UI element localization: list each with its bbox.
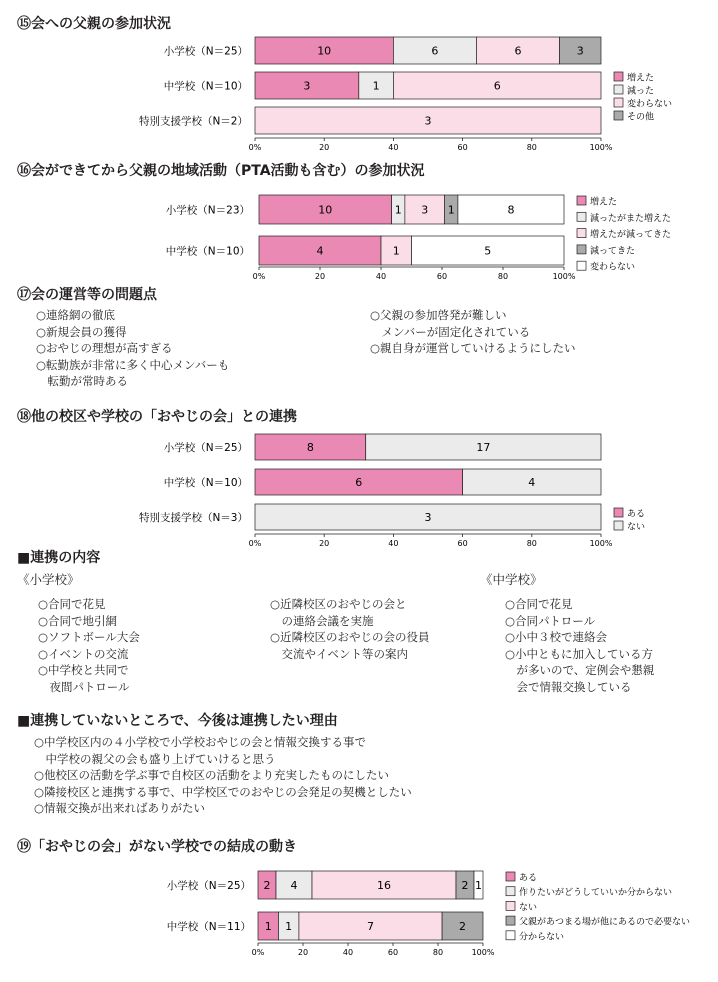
tick-label: 100%: [589, 143, 613, 152]
list-item: の連絡会議を実施: [270, 613, 374, 628]
legend-swatch: [614, 98, 623, 107]
list-item: 中学校の親父の会も盛り上げていけると思う: [34, 751, 276, 766]
list-item: ○中学校区内の４小学校で小学校おやじの会と情報交換する事で: [34, 735, 367, 749]
legend-swatch: [577, 261, 586, 270]
data-label: 1: [447, 203, 455, 217]
legend-swatch: [614, 521, 623, 530]
category-label: 小学校（N＝25）: [166, 880, 251, 892]
renkei-elementary-list-2: [270, 596, 430, 662]
data-label: 4: [290, 879, 298, 892]
data-label: 6: [493, 79, 501, 93]
list-item: ○連絡網の徹底: [36, 308, 116, 322]
renkei-elementary-heading: 《小学校》: [17, 572, 80, 587]
tick-label: 80: [526, 143, 537, 152]
list-item: ○情報交換が出来ればありがたい: [34, 801, 206, 815]
legend-label: その他: [627, 112, 655, 123]
data-label: 2: [263, 879, 271, 892]
category-label: 中学校（N＝10）: [165, 245, 250, 258]
legend-label: 減った: [627, 86, 655, 97]
tick-label: 60: [436, 272, 448, 281]
list-item: ○他校区の活動を学ぶ事で自校区の活動をより充実したものにしたい: [34, 768, 390, 782]
category-label: 特別支援学校（N＝3）: [138, 512, 248, 524]
legend-swatch: [577, 196, 586, 205]
legend-label: ある: [519, 873, 538, 884]
list-item: 交流やイベント等の案内: [270, 646, 408, 661]
legend-label: 変わらない: [590, 262, 636, 273]
legend-label: 分からない: [519, 932, 565, 943]
list-item: ○親自身が運営していけるようにしたい: [370, 341, 576, 355]
tick-label: 0%: [248, 539, 262, 548]
legend-label: ある: [627, 509, 646, 520]
data-label: 1: [392, 244, 400, 258]
legend-label: 作りたいがどうしていいか分からない: [519, 888, 673, 899]
tick-label: 20: [319, 143, 330, 152]
tick-label: 0%: [248, 143, 262, 152]
legend-swatch: [577, 245, 586, 254]
chart-19: [0, 864, 718, 968]
legend-swatch: [506, 931, 515, 940]
legend-swatch: [614, 72, 623, 81]
data-label: 2: [461, 879, 469, 892]
list-item: ○おやじの理想が高すぎる: [36, 341, 173, 355]
list-item: 夜間パトロール: [38, 679, 130, 694]
list-item: ○ソフトボール大会: [38, 630, 140, 644]
list-item: ○小中３校で連絡会: [505, 630, 608, 644]
tick-label: 80: [432, 948, 444, 957]
category-label: 特別支援学校（N＝2）: [138, 115, 248, 128]
tick-label: 100%: [589, 539, 613, 548]
data-label: 6: [355, 476, 363, 489]
list-item: ○合同パトロール: [505, 613, 596, 628]
list-item: ○父親の参加啓発が難しい: [370, 308, 507, 322]
legend-swatch: [614, 111, 623, 120]
list-item: ○イベントの交流: [38, 646, 129, 661]
problems-right-list: [370, 307, 576, 357]
legend-label: 増えた: [590, 197, 618, 208]
chart-16: [0, 184, 718, 288]
legend-label: 増えた: [627, 73, 655, 84]
tick-label: 60: [387, 948, 399, 957]
renkei-junior-list: [505, 596, 654, 695]
category-label: 中学校（N＝10）: [163, 80, 248, 93]
category-label: 小学校（N＝25）: [163, 45, 248, 58]
list-item: ○近隣校区のおやじの会の役員: [270, 630, 430, 644]
list-item: ○新規会員の獲得: [36, 324, 127, 339]
tick-label: 40: [388, 143, 399, 152]
tick-label: 40: [342, 948, 354, 957]
legend-label: 変わらない: [627, 99, 673, 110]
legend-swatch: [614, 85, 623, 94]
data-label: 3: [421, 203, 429, 217]
data-label: 1: [372, 79, 380, 93]
tick-label: 80: [526, 539, 537, 548]
legend-swatch: [614, 508, 623, 517]
list-item: 転勤が常時ある: [36, 374, 128, 388]
data-label: 2: [459, 920, 467, 933]
data-label: 3: [576, 44, 584, 58]
tick-label: 100%: [471, 948, 495, 957]
tick-label: 60: [457, 143, 468, 152]
data-label: 1: [475, 879, 482, 892]
list-item: ○合同で花見: [38, 597, 106, 611]
tick-label: 100%: [552, 272, 576, 281]
section-15-title: ⑮会への父親の参加状況: [17, 16, 171, 32]
data-label: 3: [424, 114, 432, 128]
legend-swatch: [506, 901, 515, 910]
renkei-junior-heading: 《中学校》: [480, 572, 543, 587]
tick-label: 0%: [251, 948, 265, 957]
list-item: ○隣接校区と連携する事で、中学校区でのおやじの会発足の契機としたい: [34, 784, 412, 799]
legend-label: ない: [519, 902, 538, 913]
tick-label: 0%: [252, 272, 266, 281]
legend-swatch: [577, 229, 586, 238]
data-label: 1: [264, 920, 272, 933]
data-label: 4: [528, 476, 536, 489]
list-item: ○近隣校区のおやじの会と: [270, 597, 407, 611]
data-label: 3: [303, 79, 311, 93]
list-item: ○小中ともに加入している方: [505, 646, 654, 661]
list-item: ○合同で地引網: [38, 613, 118, 628]
legend-label: 父親があつまる場が他にあるので必要ない: [519, 917, 691, 928]
section-19-title: ⑲「おやじの会」がない学校での結成の動き: [17, 839, 297, 855]
renkei-elementary-list-1: [38, 596, 140, 695]
data-label: 6: [431, 44, 439, 58]
tick-label: 20: [297, 948, 309, 957]
tick-label: 40: [375, 272, 387, 281]
tick-label: 20: [319, 539, 330, 548]
tick-label: 40: [388, 539, 399, 548]
reason-title: ■連携していないところで、今後は連携したい理由: [17, 713, 338, 729]
reason-list: [34, 734, 412, 817]
list-item: ○合同で花見: [505, 597, 573, 611]
data-label: 7: [367, 920, 374, 933]
section-18-title: ⑱他の校区や学校の「おやじの会」との連携: [17, 409, 297, 425]
legend-label: 減ったがまた増えた: [590, 213, 672, 224]
data-label: 1: [394, 203, 402, 217]
legend-label: 減ってきた: [590, 246, 636, 257]
legend-swatch: [506, 916, 515, 925]
data-label: 4: [316, 244, 324, 258]
data-label: 10: [318, 203, 333, 217]
category-label: 中学校（N＝10）: [163, 477, 248, 489]
data-label: 17: [476, 441, 491, 454]
legend-label: ない: [627, 522, 646, 533]
section-17-title: ⑰会の運営等の問題点: [17, 287, 157, 303]
tick-label: 60: [457, 539, 468, 548]
legend-label: 増えたが減ってきた: [590, 230, 672, 241]
data-label: 6: [514, 44, 522, 58]
problems-left-list: [36, 307, 229, 390]
section-16-title: ⑯会ができてから父親の地域活動（PTA活動も含む）の参加状況: [17, 163, 425, 179]
data-label: 16: [377, 879, 391, 892]
list-item: ○中学校と共同で: [38, 663, 129, 677]
data-label: 8: [507, 203, 515, 217]
category-label: 小学校（N＝23）: [165, 204, 250, 217]
legend-swatch: [506, 872, 515, 881]
data-label: 5: [484, 244, 492, 258]
legend-swatch: [506, 887, 515, 896]
data-label: 3: [424, 511, 432, 524]
legend-swatch: [577, 212, 586, 221]
list-item: が多いので、定例会や懇親: [505, 663, 655, 677]
category-label: 小学校（N＝25）: [163, 442, 248, 454]
chart-18: [0, 424, 718, 550]
list-item: メンバーが固定化されている: [370, 324, 531, 339]
data-label: 8: [306, 441, 314, 454]
category-label: 中学校（N＝11）: [166, 921, 251, 933]
renkei-title: ■連携の内容: [17, 550, 101, 566]
tick-label: 80: [497, 272, 509, 281]
tick-label: 20: [314, 272, 326, 281]
data-label: 1: [285, 920, 293, 933]
list-item: 会で情報交換している: [505, 679, 632, 694]
list-item: ○転勤族が非常に多く中心メンバーも: [36, 357, 230, 372]
chart-15: [0, 28, 718, 156]
data-label: 10: [317, 44, 332, 58]
